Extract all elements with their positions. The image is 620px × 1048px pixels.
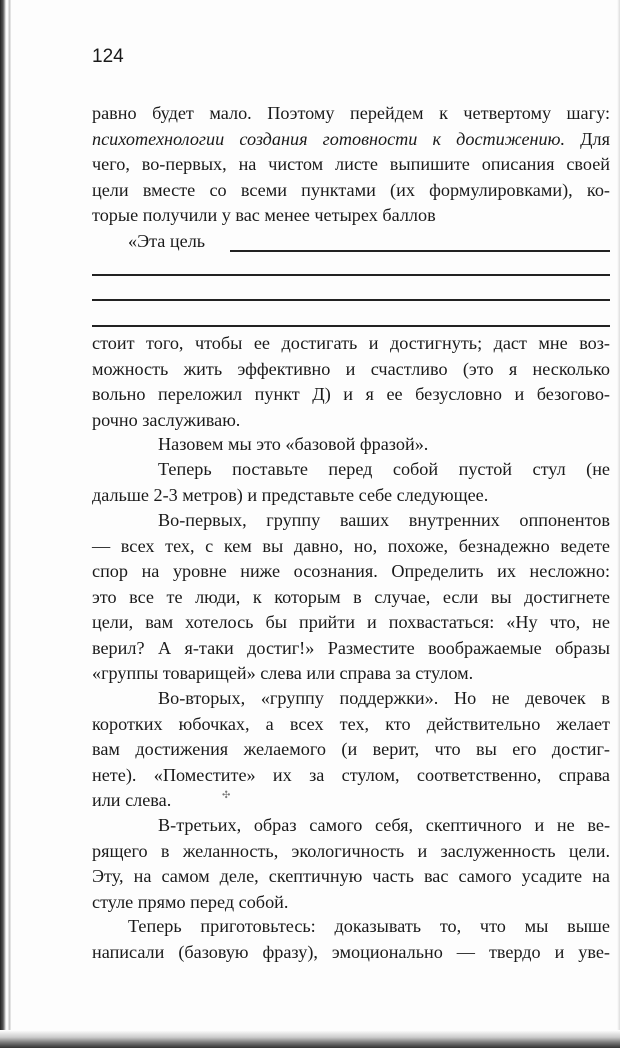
text-line: стоит того, чтобы ее достигать и достигнуть; даст мне воз- (92, 333, 610, 353)
paragraph-3 (92, 432, 610, 458)
blank-label: «Эта цель (128, 231, 206, 251)
paragraph-1 (92, 101, 610, 229)
scan-speck: ✣ (222, 790, 231, 801)
text-line: — всех тех, с кем вы давно, но, похоже, безнадежно ведете (92, 535, 610, 556)
text-line: рящего в желанность, экологичность и заслуженность цели. (92, 840, 610, 861)
text-line: Назовем мы это «базовой фразой». (158, 434, 429, 454)
paragraph-7 (92, 813, 610, 915)
text-fragment: Для (565, 128, 610, 149)
text-line: вам достижения желаемого (и верит, что вы его достиг- (92, 739, 610, 759)
page-spine-shadow (0, 0, 6, 1048)
text-line: дальше 2-3 метров) и представьте себе следующее. (92, 484, 489, 505)
page-number: 124 (92, 46, 124, 67)
paragraph-8 (92, 914, 610, 965)
text-line: нете). «Поместите» их за стулом, соответственно, справа (92, 764, 610, 785)
paragraph-6 (92, 686, 610, 814)
text-line: верил? А я-таки достиг!» Разместите воображаемые образы (92, 637, 610, 658)
text-line: или слева. (92, 790, 172, 810)
text-line: Теперь поставьте перед собой пустой стул (не (158, 459, 610, 479)
text-line: Теперь приготовьтесь: доказывать то, что мы выше (128, 916, 610, 936)
paragraph-2 (92, 331, 610, 433)
text-line: В-третьих, образ самого себя, скептичного и не ве- (158, 815, 610, 835)
text-line: цели, вам хотелось бы прийти и похвастаться: «Ну что, не (92, 612, 610, 632)
fill-in-line (230, 250, 610, 252)
text-line: торые получили у вас менее четырех баллов (92, 205, 436, 225)
text-line: рочно заслуживаю. (92, 409, 241, 430)
text-line: Во-вторых, «группу поддержки». Но не девочек в (158, 688, 610, 708)
text-line: можность жить эффективно и счастливо (это я несколько (92, 358, 610, 379)
page-edge-line (8, 0, 11, 1048)
text-line: это все те люди, к которым в случае, если вы достигнете (92, 586, 610, 607)
text-line: стуле прямо перед собой. (92, 891, 289, 912)
text-line-mixed (92, 127, 610, 153)
page-bottom-shadow (0, 1030, 620, 1048)
text-line: равно будет мало. Поэтому перейдем к четвертому шагу: (92, 103, 610, 123)
text-line: Эту, на самом деле, скептичную часть вас самого усадите на (92, 866, 610, 886)
text-line: «группы товарищей» слева или справа за стулом. (92, 663, 474, 683)
fill-in-line (92, 274, 610, 276)
paragraph-5 (92, 508, 610, 687)
italic-phrase: психотехнологии создания готовности к достижению. (92, 128, 566, 149)
text-line: коротких юбочках, а всех тех, кто действительно желает (92, 713, 610, 734)
text-line: Во-первых, группу ваших внутренних оппонентов (158, 510, 610, 530)
text-line: чего, во-первых, на чистом листе выпишите описания своей (92, 154, 610, 174)
text-line: вольно переложил пункт Д) и я ее безусловно и безогово- (92, 384, 610, 404)
text-line: спор на уровне ниже осознания. Определить их несложно: (92, 561, 610, 581)
fill-in-line (92, 325, 610, 327)
text-line: цели вместе со всеми пунктами (их формулировками), ко- (92, 179, 610, 200)
fill-in-line (92, 299, 610, 301)
text-line: написали (базовую фразу), эмоционально — твердо и уве- (92, 941, 610, 962)
paragraph-4 (92, 457, 610, 508)
